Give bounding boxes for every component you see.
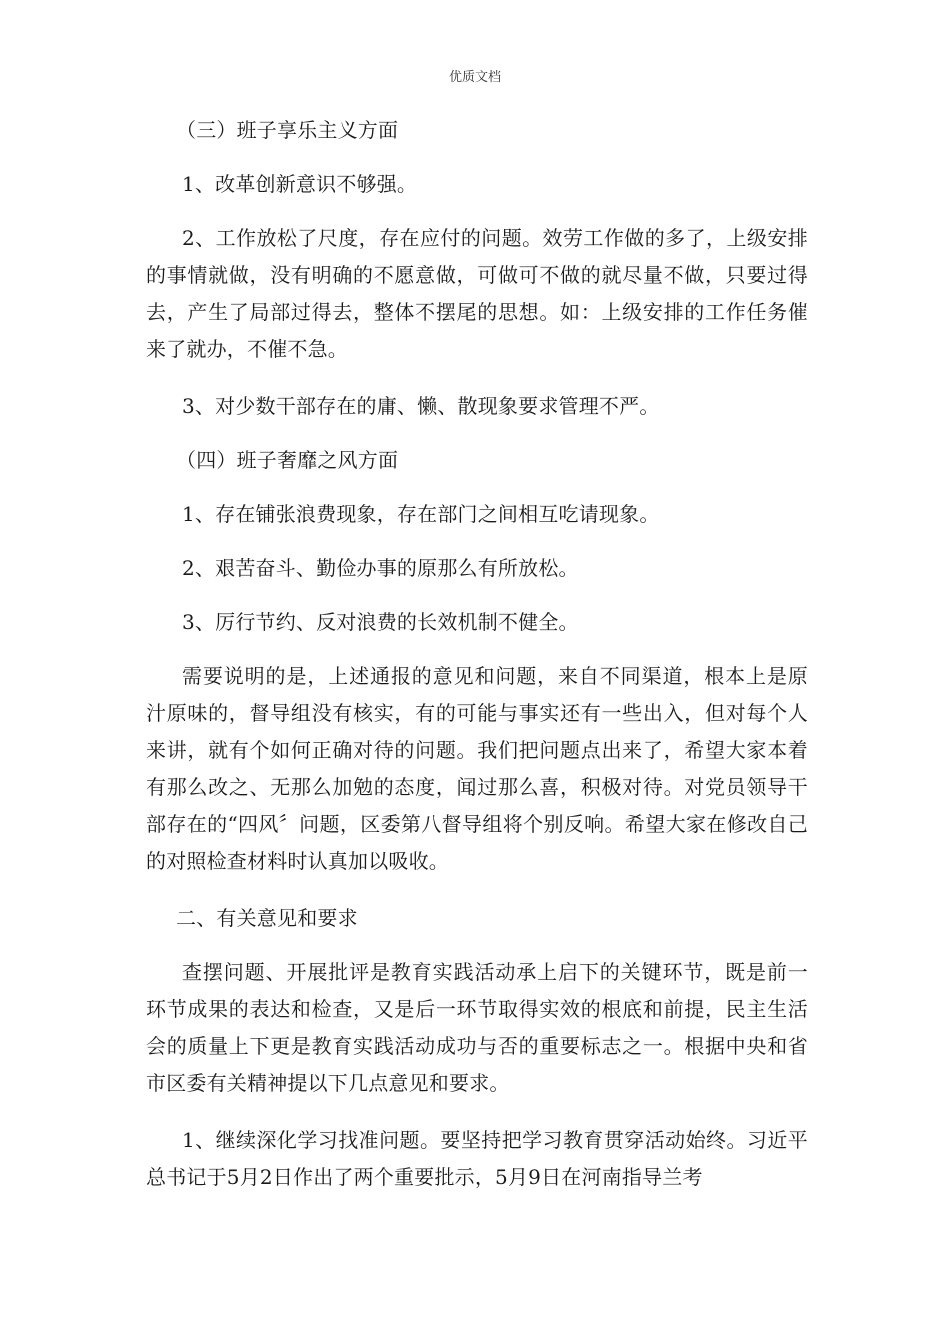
paragraph-item: 1、存在铺张浪费现象，存在部门之间相互吃请现象。 (182, 502, 660, 526)
paragraph-item: 需要说明的是，上述通报的意见和问题，来自不同渠道，根本上是原汁原味的，督导组没有核实，有的可能与事实还有一些出入，但对每个人来讲，就有个如何正确对待的问题。我们把问题点出来了，希望大家本着有那么改之、无那么加勉的态度，闻过那么喜，积极对待。对党员领导干部存在的“四风〞问题，区委第八督导组将个别反响。希望大家在修改自己的对照检查材料时认真加以吸收。 (146, 664, 808, 873)
paragraph-item: 1、继续深化学习找准问题。要坚持把学习教育贯穿活动始终。习近平总书记于5月2日作出了两个重要批示，5月9日在河南指导兰考 (146, 1128, 808, 1189)
section-heading-3: （三）班子享乐主义方面 (176, 118, 399, 142)
paragraph-item: 查摆问题、开展批评是教育实践活动承上启下的关键环节，既是前一环节成果的表达和检查，又是后一环节取得实效的根底和前提，民主生活会的质量上下更是教育实践活动成功与否的重要标志之一。根据中央和省市区委有关精神提以下几点意见和要求。 (146, 960, 808, 1095)
paragraph-item: 2、工作放松了尺度，存在应付的问题。效劳工作做的多了，上级安排的事情就做，没有明确的不愿意做，可做可不做的就尽量不做，只要过得去，产生了局部过得去，整体不摆尾的思想。如：上级安排的工作任务催来了就办，不催不急。 (146, 226, 808, 361)
document-body (146, 112, 808, 1216)
paragraph-item: 3、对少数干部存在的庸、懒、散现象要求管理不严。 (182, 394, 660, 418)
paragraph-item: 2、艰苦奋斗、勤俭办事的原那么有所放松。 (182, 556, 579, 580)
paragraph-item: 3、厉行节约、反对浪费的长效机制不健全。 (182, 610, 579, 634)
section-heading-4: （四）班子奢靡之风方面 (176, 448, 399, 472)
paragraph-item: 1、改革创新意识不够强。 (182, 172, 418, 196)
page-header: 优质文档 (448, 70, 501, 85)
section-heading-2: 二、有关意见和要求 (176, 906, 358, 930)
